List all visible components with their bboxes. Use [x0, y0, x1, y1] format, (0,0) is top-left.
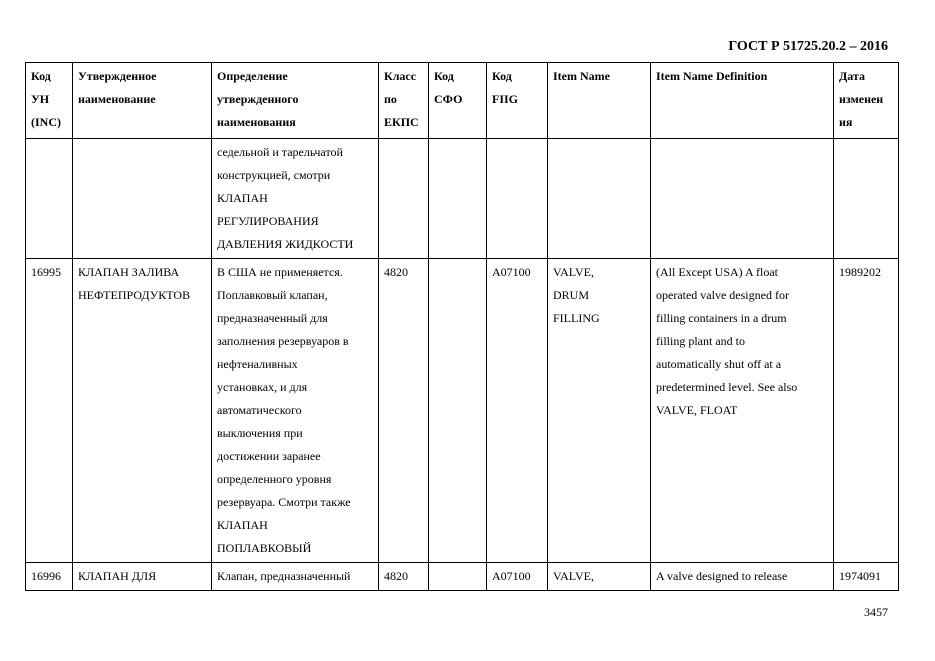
cell-fiig-code — [487, 139, 548, 259]
cell-fiig-code: A07100 — [487, 259, 548, 563]
cell-item-name — [548, 139, 651, 259]
table-row — [26, 563, 899, 591]
header-change-date: Дата изменен ия — [834, 63, 899, 139]
standard-number: ГОСТ Р 51725.20.2 – 2016 — [728, 39, 888, 54]
cell-ekps-class — [379, 139, 429, 259]
table-row — [26, 259, 899, 563]
cell-inc — [26, 139, 73, 259]
header-sfo-code: Код СФО — [429, 63, 487, 139]
cell-inc: 16996 — [26, 563, 73, 591]
header-ekps-class: Класс по ЕКПС — [379, 63, 429, 139]
header-row — [26, 63, 899, 139]
cell-definition: Клапан, предназначенный — [212, 563, 379, 591]
header-item-name-definition: Item Name Definition — [651, 63, 834, 139]
header-fiig-code: Код FIIG — [487, 63, 548, 139]
table-row — [26, 139, 899, 259]
cell-definition: седельной и тарельчатой конструкцией, смотри КЛАПАН РЕГУЛИРОВАНИЯ ДАВЛЕНИЯ ЖИДКОСТИ — [212, 139, 379, 259]
header-approved-name: Утвержденное наименование — [73, 63, 212, 139]
cell-approved-name: КЛАПАН ДЛЯ — [73, 563, 212, 591]
cell-item-name-definition: (All Except USA) A float operated valve designed for filling containers in a drum filling plant and to automatically shut off at a predetermined level. See also VALVE, FLOAT — [651, 259, 834, 563]
cell-sfo-code — [429, 259, 487, 563]
cell-ekps-class: 4820 — [379, 563, 429, 591]
cell-fiig-code: A07100 — [487, 563, 548, 591]
cell-ekps-class: 4820 — [379, 259, 429, 563]
cell-item-name-definition — [651, 139, 834, 259]
header-inc: Код УН (INC) — [26, 63, 73, 139]
header-item-name: Item Name — [548, 63, 651, 139]
cell-item-name: VALVE, DRUM FILLING — [548, 259, 651, 563]
cell-change-date: 1989202 — [834, 259, 899, 563]
header-definition: Определение утвержденного наименования — [212, 63, 379, 139]
cell-sfo-code — [429, 139, 487, 259]
cell-sfo-code — [429, 563, 487, 591]
cell-item-name: VALVE, — [548, 563, 651, 591]
cell-change-date: 1974091 — [834, 563, 899, 591]
cell-item-name-definition: A valve designed to release — [651, 563, 834, 591]
cell-inc: 16995 — [26, 259, 73, 563]
page-number: 3457 — [864, 605, 888, 619]
cell-definition: В США не применяется. Поплавковый клапан, предназначенный для заполнения резервуаров в нефтеналивных установках, и для автоматического выключения при достижении заранее определенного уровня резервуара. Смотри также КЛАПАН ПОПЛАВКОВЫЙ — [212, 259, 379, 563]
cell-change-date — [834, 139, 899, 259]
cell-approved-name — [73, 139, 212, 259]
cell-approved-name: КЛАПАН ЗАЛИВА НЕФТЕПРОДУКТОВ — [73, 259, 212, 563]
item-names-table — [25, 62, 899, 591]
